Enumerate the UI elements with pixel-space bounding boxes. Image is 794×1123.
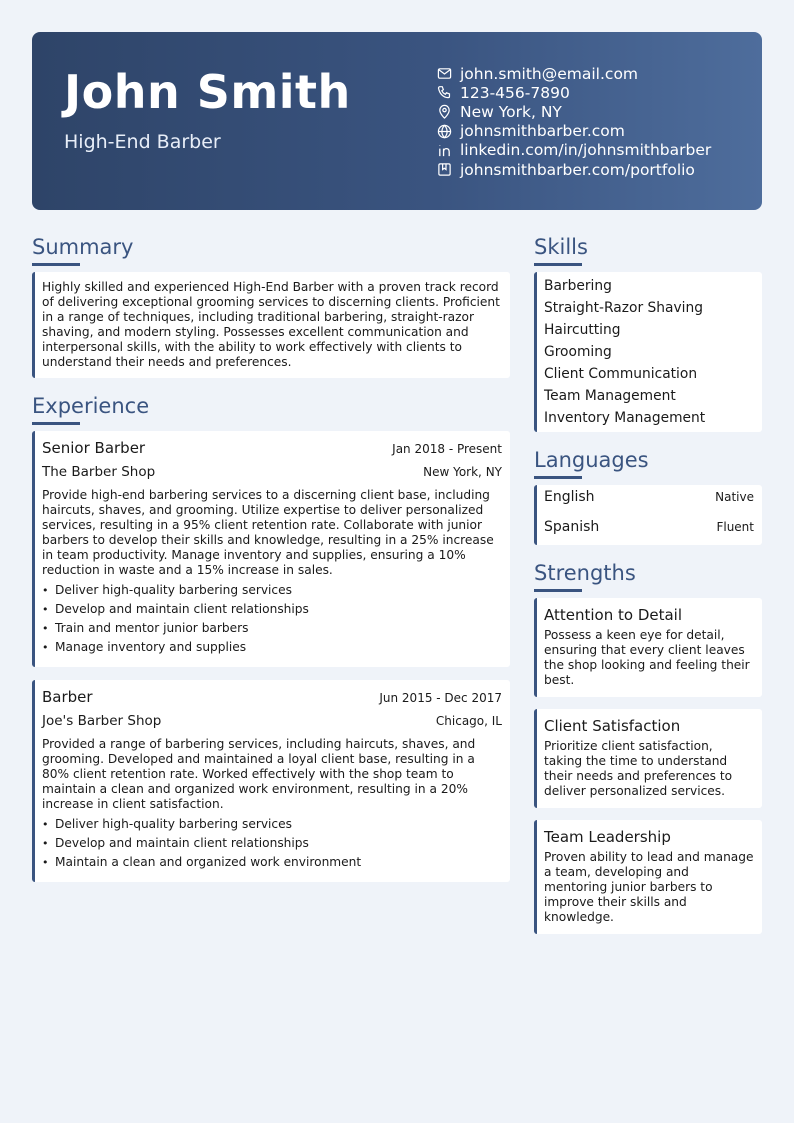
skill-item: Haircutting (544, 322, 621, 338)
left-column (32, 234, 510, 882)
job-head (42, 439, 502, 457)
skills-heading: Skills (534, 234, 588, 264)
list-item: • Manage inventory and supplies (42, 638, 502, 657)
phone-text: 123-456-7890 (460, 83, 570, 102)
language-row (544, 515, 754, 545)
strengths-heading: Strengths (534, 560, 636, 590)
language-name: Spanish (544, 519, 600, 535)
skill-item: Straight-Razor Shaving (544, 300, 703, 316)
job-dates: Jan 2018 - Present (392, 442, 502, 456)
list-item: • Develop and maintain client relationships (42, 834, 502, 853)
strength-text: Proven ability to lead and manage a team, developing and mentoring junior barbers to improve their skills and knowledge. (544, 850, 754, 924)
resume-header (32, 32, 762, 210)
job-subhead (42, 713, 502, 729)
email-text: john.smith@email.com (460, 64, 639, 83)
job-company: The Barber Shop (42, 464, 156, 480)
location-pin-icon (437, 104, 452, 119)
skill-item: Grooming (544, 344, 612, 360)
job-card (32, 680, 510, 882)
job-location: New York, NY (423, 465, 502, 479)
right-column (534, 234, 762, 934)
strength-card (534, 709, 762, 808)
experience-heading: Experience (32, 393, 149, 423)
job-role: Barber (42, 688, 93, 706)
contact-phone[interactable] (437, 83, 711, 102)
candidate-title: High-End Barber (64, 131, 221, 153)
candidate-name: John Smith (64, 65, 351, 119)
skill-item: Inventory Management (544, 410, 706, 426)
summary-heading: Summary (32, 234, 133, 264)
job-subhead (42, 464, 502, 480)
job-card (32, 431, 510, 667)
job-head (42, 688, 502, 706)
language-name: English (544, 489, 595, 505)
strength-text: Possess a keen eye for detail, ensuring that every client leaves the shop looking and feeling their best. (544, 628, 750, 687)
contact-portfolio[interactable] (437, 160, 711, 179)
skills-card (534, 272, 762, 432)
strength-title: Team Leadership (544, 828, 671, 846)
list-item: • Deliver high-quality barbering services (42, 815, 502, 834)
language-level: Native (715, 490, 754, 504)
job-role: Senior Barber (42, 439, 146, 457)
globe-icon (437, 124, 452, 139)
skill-item: Barbering (544, 278, 612, 294)
strength-card (534, 598, 762, 697)
portfolio-text: johnsmithbarber.com/portfolio (460, 160, 695, 179)
job-bullets (42, 815, 502, 872)
job-description: Provide high-end barbering services to a discerning client base, including haircuts, shaves, and grooming. Utilize expertise to deliver personalized services, resulting in a 95% client retention rate. Collaborate with junior barbers to develop their skills and knowledge, resulting in a 25% increase in team productivity. Manage inventory and supplies, ensuring a 10% reduction in waste and a 15% increase in sales. (42, 488, 494, 577)
job-bullets (42, 581, 502, 657)
contact-linkedin[interactable] (437, 141, 711, 160)
list-item: • Train and mentor junior barbers (42, 619, 502, 638)
summary-card (32, 272, 510, 378)
languages-card (534, 485, 762, 545)
job-description: Provided a range of barbering services, including haircuts, shaves, and grooming. Developed and maintained a loyal client base, resulting in a 80% client retention rate. Worked effectively with the shop team to maintain a clean and organized work environment, resulting in a 20% increase in client satisfaction. (42, 737, 476, 811)
job-dates: Jun 2015 - Dec 2017 (379, 691, 502, 705)
phone-icon (437, 85, 452, 100)
website-text: johnsmithbarber.com (460, 122, 625, 141)
job-location: Chicago, IL (435, 714, 502, 728)
contact-email[interactable] (437, 64, 711, 83)
summary-text: Highly skilled and experienced High-End Barber with a proven track record of delivering exceptional grooming services to discerning clients. Proficient in a range of techniques, including traditional barbering, straight-razor shaving, and modern styling. Possesses excellent communication and interpersonal skills, with the ability to work effectively with clients to understand their needs and preferences. (42, 280, 500, 369)
languages-heading: Languages (534, 447, 649, 477)
skill-item: Team Management (544, 388, 676, 404)
list-item: • Maintain a clean and organized work environment (42, 853, 502, 872)
skill-item: Client Communication (544, 366, 698, 382)
mail-icon (437, 66, 452, 81)
contact-website[interactable] (437, 122, 711, 141)
strength-text: Prioritize client satisfaction, taking the time to understand their needs and preferences to deliver personalized services. (544, 739, 733, 798)
linkedin-text: linkedin.com/in/johnsmithbarber (460, 141, 712, 160)
linkedin-icon (437, 143, 452, 158)
portfolio-icon (437, 162, 452, 177)
location-text: New York, NY (460, 102, 562, 121)
strength-card (534, 820, 762, 934)
language-row (544, 485, 754, 515)
contact-list (437, 64, 711, 179)
language-level: Fluent (716, 520, 754, 534)
list-item: • Deliver high-quality barbering services (42, 581, 502, 600)
contact-location (437, 102, 711, 121)
strength-title: Client Satisfaction (544, 717, 681, 735)
job-company: Joe's Barber Shop (42, 713, 162, 729)
strength-title: Attention to Detail (544, 606, 683, 624)
list-item: • Develop and maintain client relationships (42, 600, 502, 619)
